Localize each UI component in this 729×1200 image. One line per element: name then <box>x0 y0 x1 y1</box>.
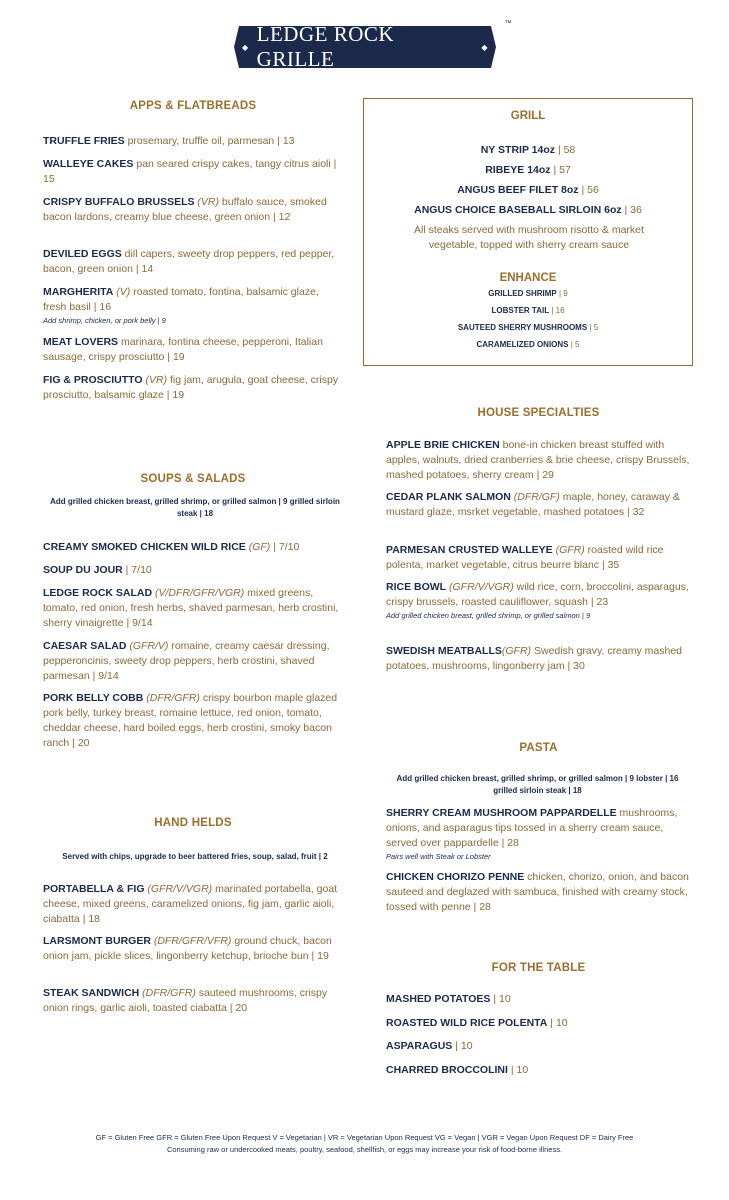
menu-item: MEAT LOVERS marinara, fontina cheese, pepperoni, Italian sausage, crispy prosciutto | 19 <box>43 336 323 363</box>
grill-heading: GRILL <box>510 110 546 122</box>
apps-heading: APPS & FLATBREADS <box>129 100 257 112</box>
soups-heading: SOUPS & SALADS <box>140 473 246 485</box>
menu-item: PORK BELLY COBB (DFR/GFR) crispy bourbon maple glazed pork belly, turkey breast, romaine lettuce, red onion, tomato, cheddar cheese, hard boiled eggs, herb crostini, smoky bacon ranch | 20 <box>43 692 338 749</box>
menu-item: CHICKEN CHORIZO PENNE chicken, chorizo, onion, and bacon sauteed and deglazed with sambuca, finished with creamy stock, tossed with penne | 28 <box>386 871 689 913</box>
menu-item: LARSMONT BURGER (DFR/GFR/VFR) ground chuck, bacon onion jam, pickle slices, lingonberry ketchup, brioche bun | 19 <box>43 935 332 962</box>
menu-item: WALLEYE CAKES pan seared crispy cakes, tangy citrus aioli | 15 <box>43 158 337 185</box>
menu-item: PARMESAN CRUSTED WALLEYE (GFR) roasted wild rice polenta, market vegetable, citrus beurre blanc | 35 <box>386 544 664 571</box>
menu-item: CEDAR PLANK SALMON (DFR/GF) maple, honey, caraway & mustard glaze, msrket vegetable, mashed potatoes | 32 <box>386 491 680 518</box>
trademark-mark: ™ <box>504 20 512 27</box>
grill-item: ANGUS CHOICE BASEBALL SIRLOIN 6oz | 36 <box>414 204 642 216</box>
menu-item: LEDGE ROCK SALAD (V/DFR/GFR/VGR) mixed greens, tomato, red onion, fresh herbs, shaved parmesan, herb crostini, sherry vinaigrette | 9/14 <box>43 587 339 629</box>
menu-item: CREAMY SMOKED CHICKEN WILD RICE (GF) | 7/10 <box>43 541 300 553</box>
enhance-item: CARAMELIZED ONIONS | 5 <box>476 340 580 349</box>
enhance-item: SAUTEED SHERRY MUSHROOMS | 5 <box>457 323 599 332</box>
menu-item: SOUP DU JOUR | 7/10 <box>43 564 152 576</box>
grill-item: RIBEYE 14oz | 57 <box>485 164 571 176</box>
menu-item: CHARRED BROCCOLINI | 10 <box>386 1064 529 1076</box>
grill-box <box>363 98 693 366</box>
handhelds-note: Served with chips, upgrade to beer battered fries, soup, salad, fruit | 2 <box>62 852 328 861</box>
table-heading: FOR THE TABLE <box>491 962 586 974</box>
logo-text: LEDGE ROCK GRILLE <box>256 22 395 71</box>
diamond-icon: ◆ <box>481 42 488 52</box>
menu-item: MARGHERITA (V) roasted tomato, fontina, balsamic glaze, fresh basil | 16 Add shrimp, chicken, or pork belly | 9 <box>43 286 319 325</box>
diamond-icon: ◆ <box>242 42 249 52</box>
menu-item: CAESAR SALAD (GFR/V) romaine, creamy caesar dressing, pepperoncinis, sweety drop peppers, herb crostini, shaved parmesan | 9/14 <box>43 640 330 682</box>
health-disclaimer: Consuming raw or undercooked meats, poultry, seafood, shellfish, or eggs may increase your risk of food-borne illness. <box>166 1145 563 1154</box>
handhelds-heading: HAND HELDS <box>154 817 232 829</box>
pasta-note: Add grilled chicken breast, grilled shrimp, or grilled salmon | 9 lobster | 16 grilled sirloin steak | 18 <box>396 774 679 795</box>
pasta-heading: PASTA <box>519 742 558 754</box>
grill-item: ANGUS BEEF FILET 8oz | 56 <box>457 184 599 196</box>
menu-item: TRUFFLE FRIES prosemary, truffle oil, parmesan | 13 <box>43 135 295 147</box>
house-heading: HOUSE SPECIALTIES <box>477 407 600 419</box>
restaurant-logo <box>234 20 512 71</box>
grill-note: All steaks served with mushroom risotto & market vegetable, topped with sherry cream sauce <box>414 224 644 251</box>
menu-item: ASPARAGUS | 10 <box>386 1040 473 1052</box>
menu-item: RICE BOWL (GFR/V/VGR) wild rice, corn, broccolini, asparagus, crispy brussels, roasted cauliflower, squash | 23 Add grilled chicken breast, grilled shrimp, or grilled salmon | 9 <box>386 581 689 620</box>
menu-item: SHERRY CREAM MUSHROOM PAPPARDELLE mushrooms, onions, and asparagus tips tossed in a sherry cream sauce, served over pappardelle | 28 Pairs well with Steak or Lobster <box>386 807 678 861</box>
menu-item: APPLE BRIE CHICKEN bone-in chicken breast stuffed with apples, walnuts, dried cranberries & brie cheese, crispy Brussels, mashed potatoes, sherry cream | 29 <box>386 439 690 481</box>
menu-item: STEAK SANDWICH (DFR/GFR) sauteed mushrooms, crispy onion rings, garlic aioli, toasted ciabatta | 20 <box>43 987 328 1014</box>
soups-note: Add grilled chicken breast, grilled shrimp, or grilled salmon | 9 grilled sirloin steak | 18 <box>50 497 340 518</box>
enhance-heading: ENHANCE <box>499 272 557 284</box>
menu-item: MASHED POTATOES | 10 <box>386 993 511 1005</box>
menu-item: DEVILED EGGS dill capers, sweety drop peppers, red pepper, bacon, green onion | 14 <box>43 248 335 275</box>
grill-item: NY STRIP 14oz | 58 <box>480 144 576 156</box>
dietary-legend: GF = Gluten Free GFR = Gluten Free Upon Request V = Vegetarian | VR = Vegetarian Upon Request VG = Vegan | VGR = Vegan Upon Request DF = Dairy Free <box>95 1133 634 1142</box>
enhance-item: GRILLED SHRIMP | 9 <box>488 289 568 298</box>
menu-item: CRISPY BUFFALO BRUSSELS (VR) buffalo sauce, smoked bacon lardons, creamy blue cheese, green onion | 12 <box>43 196 327 223</box>
menu-item: FIG & PROSCIUTTO (VR) fig jam, arugula, goat cheese, crispy prosciutto, balsamic glaze | 19 <box>43 374 339 401</box>
menu-item: ROASTED WILD RICE POLENTA | 10 <box>386 1017 568 1029</box>
menu-item: SWEDISH MEATBALLS(GFR) Swedish gravy, creamy mashed potatoes, mushrooms, lingonberry jam | 30 <box>386 645 683 672</box>
menu-item: PORTABELLA & FIG (GFR/V/VGR) marinated portabella, goat cheese, mixed greens, caramelized onions, fig jam, garlic aioli, ciabatta | 18 <box>43 883 338 925</box>
enhance-item: LOBSTER TAIL | 16 <box>491 306 565 315</box>
